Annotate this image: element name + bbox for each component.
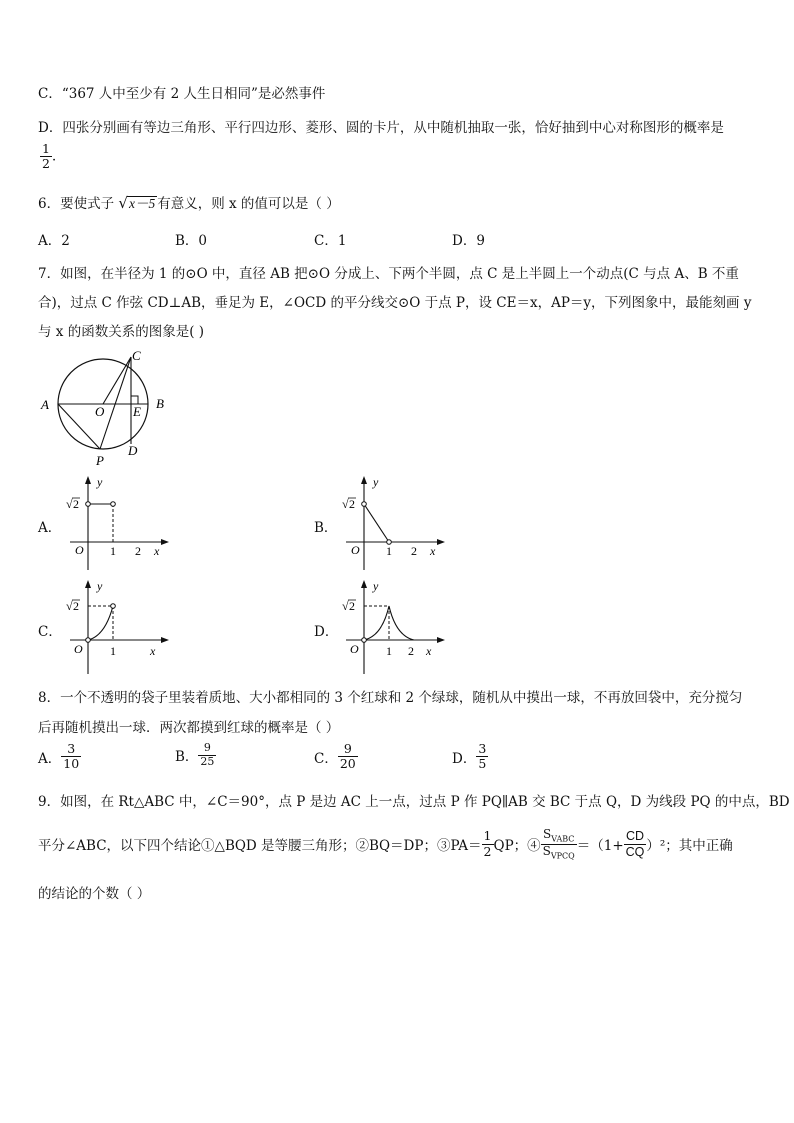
question-7-line-3: 与 x 的函数关系的图象是( ) bbox=[38, 324, 205, 340]
label-p: P bbox=[96, 453, 104, 468]
svg-text:√: √ bbox=[66, 599, 73, 613]
svg-text:1: 1 bbox=[110, 544, 116, 558]
q8-option-d: D． $\frac{3}{5}$ bbox=[452, 741, 487, 772]
graph-d bbox=[336, 576, 446, 676]
question-9-line-1: 9．如图，在 Rt△ABC 中，∠C＝90°，点 P 是边 AC 上一点，过点 P 作 PQ∥AB 交 BC 于点 Q，D 为线段 PQ 的中点，BD bbox=[38, 794, 790, 810]
svg-text:√: √ bbox=[342, 599, 349, 613]
svg-text:y: y bbox=[373, 579, 379, 593]
question-9-line-3: 的结论的个数（ ） bbox=[38, 886, 151, 902]
question-7-line-1: 7．如图，在半径为 1 的⊙O 中，直径 AB 把⊙O 分成上、下两个半圆，点 C 是上半圆上一个动点(C 与点 A、B 不重 bbox=[38, 266, 739, 282]
question-9-line-2: 平分∠ABC，以下四个结论①△BQD 是等腰三角形；②BQ＝DP；③PA＝ $\frac{1}{2}$ QP；④ $\frac{S_{VABC}}{S_{VPCQ}}$ ＝（1+ $\frac{CD}{CQ}$ ）²；其中正确 bbox=[38, 827, 733, 860]
svg-text:2: 2 bbox=[73, 497, 79, 511]
label-d: D bbox=[128, 443, 138, 458]
label-a: A bbox=[41, 397, 49, 412]
svg-text:√: √ bbox=[342, 497, 349, 511]
question-8-line-1: 8．一个不透明的袋子里装着质地、大小都相同的 3 个红球和 2 个绿球，随机从中摸出一球，不再放回袋中，充分搅匀 bbox=[38, 690, 743, 706]
q8-option-c: C． $\frac{9}{20}$ bbox=[314, 741, 356, 772]
svg-text:2: 2 bbox=[411, 544, 417, 558]
q7-option-d: D． bbox=[314, 624, 339, 640]
svg-text:2: 2 bbox=[135, 544, 141, 558]
option-d-fraction: $\frac{1}{2}$ ． bbox=[42, 141, 66, 172]
circle-figure bbox=[30, 345, 180, 470]
q8-option-b: B． $\frac{9}{25}$ bbox=[175, 741, 215, 768]
q7-option-b: B． bbox=[314, 520, 338, 536]
label-b: B bbox=[156, 396, 164, 411]
question-6: 6．要使式子 √x－5 有意义，则 x 的值可以是（ ） bbox=[38, 194, 340, 212]
label-o: O bbox=[95, 404, 105, 419]
question-8-line-2: 后再随机摸出一球．两次都摸到红球的概率是（ ） bbox=[38, 720, 340, 736]
option-c-text: C．“367 人中至少有 2 人生日相同”是必然事件 bbox=[38, 86, 326, 102]
svg-text:x: x bbox=[154, 544, 160, 558]
svg-text:√: √ bbox=[66, 497, 73, 511]
option-d-text: D．四张分别画有等边三角形、平行四边形、菱形、圆的卡片，从中随机抽取一张，恰好抽到中心对称图形的概率是 bbox=[38, 120, 724, 136]
svg-text:2: 2 bbox=[73, 599, 79, 613]
svg-text:x: x bbox=[430, 544, 436, 558]
svg-text:1: 1 bbox=[110, 644, 116, 658]
svg-text:O: O bbox=[351, 543, 360, 557]
svg-text:1: 1 bbox=[386, 544, 392, 558]
q6-option-d: D．9 bbox=[452, 233, 485, 249]
graph-c bbox=[60, 576, 170, 676]
q8-option-a: A． $\frac{3}{10}$ bbox=[38, 741, 80, 772]
svg-text:1: 1 bbox=[386, 644, 392, 658]
svg-text:2: 2 bbox=[408, 644, 414, 658]
svg-text:2: 2 bbox=[349, 497, 355, 511]
graph-b bbox=[336, 472, 446, 572]
q6-option-b: B．0 bbox=[175, 233, 208, 249]
svg-text:O: O bbox=[75, 543, 84, 557]
svg-text:y: y bbox=[373, 475, 379, 489]
svg-text:2: 2 bbox=[349, 599, 355, 613]
label-c: C bbox=[132, 348, 141, 363]
svg-text:O: O bbox=[350, 642, 359, 656]
svg-text:O: O bbox=[74, 642, 83, 656]
svg-text:x: x bbox=[426, 644, 432, 658]
q7-option-c: C． bbox=[38, 624, 62, 640]
question-7-line-2: 合)，过点 C 作弦 CD⊥AB，垂足为 E，∠OCD 的平分线交⊙O 于点 P，设 CE＝x，AP＝y，下列图象中，最能刻画 y bbox=[38, 295, 752, 311]
label-e: E bbox=[133, 404, 141, 419]
q6-option-a: A．2 bbox=[38, 233, 70, 249]
graph-a bbox=[60, 472, 170, 572]
svg-text:x: x bbox=[150, 644, 156, 658]
svg-text:y: y bbox=[97, 579, 103, 593]
q7-option-a: A． bbox=[38, 520, 62, 536]
svg-text:y: y bbox=[97, 475, 103, 489]
q6-option-c: C．1 bbox=[314, 233, 347, 249]
